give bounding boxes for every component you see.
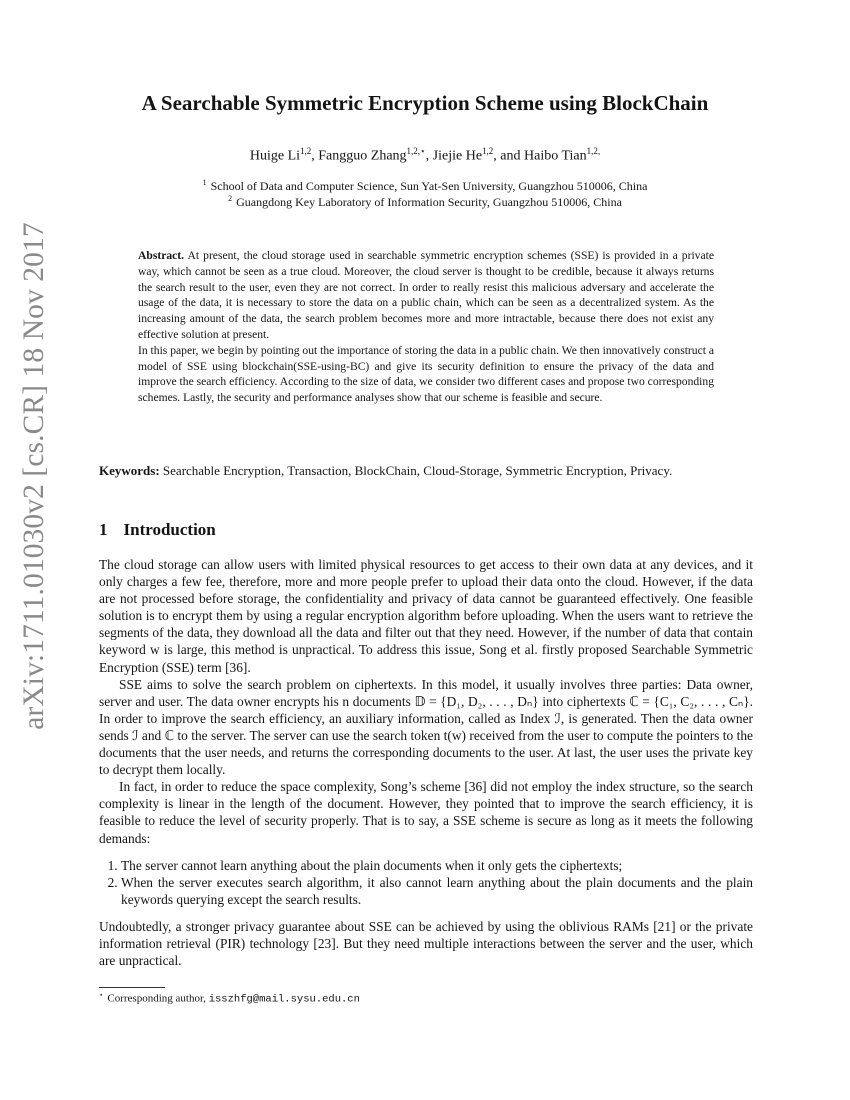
author-name: Fangguo Zhang (318, 148, 407, 164)
author-name: Huige Li (249, 148, 301, 164)
footnote-text: Corresponding author, (107, 992, 206, 1005)
affiliation-sup: 2 (228, 194, 233, 203)
abstract-label: Abstract. (138, 249, 185, 262)
author-sup: 1,2, (586, 146, 601, 156)
author-list: Huige Li$^{1,2}$, Fangguo Zhang$^{1,2,⋆}$, Jiejie He$^{1,2}$, and Haibo Tian$^{1,2,}$ (249, 146, 601, 164)
footnote-marker: ⋆ (99, 991, 104, 999)
section-number: 1 (99, 520, 108, 539)
author-sup: 1,2 (300, 146, 312, 156)
section-heading (99, 520, 216, 540)
demands-list (99, 857, 753, 908)
affiliation-text: School of Data and Computer Science, Sun Yat-Sen University, Guangzhou 510006, China (210, 179, 648, 193)
list-item: 1. The server cannot learn anything about the plain documents when it only gets the ciphertexts; (121, 857, 753, 874)
abstract-text-1: At present, the cloud storage used in searchable symmetric encryption schemes (SSE) is provided in a private way, which cannot be seen as a true cloud. Moreover, the cloud server is thought to be credible, because it always returns the search result to the user, even they are not correct. In order to really resist this malicious adversary and accelerate the usage of the data, it is necessary to store the data on a public chain, which can be seen as a decentralized system. As the increasing amount of the data, the search problem becomes more and more intractable, because there does not exist any effective solution at present. (138, 249, 714, 341)
list-item: 2. When the server executes search algorithm, it also cannot learn anything about the plain documents and the plain keywords querying except the search results. (121, 874, 753, 908)
affiliation-1 (0, 178, 850, 194)
abstract-paragraph-1 (138, 248, 714, 343)
paragraph-1: The cloud storage can allow users with limited physical resources to get access to their own data at any devices, and it only charges a few fee, therefore, more and more people prefer to upload their data onto the cloud. However, if the data are not processed before storage, the confidentiality and privacy of data cannot be guaranteed effectively. One feasible solution is to encrypt them by using a regular encryption algorithm before uploading. When the users want to retrieve the segments of the data, they download all the data and filter out that they need. However, if the number of data that contain keyword w is large, this method is unpractical. To address this issue, Song et al. firstly proposed Searchable Symmetric Encryption (SSE) term [36]. (99, 557, 753, 675)
footnote-rule (99, 987, 165, 988)
affiliation-2 (0, 194, 850, 210)
author-sup: 1,2 (482, 146, 494, 156)
arxiv-stamp: arXiv:1711.01030v2 [cs.CR] 18 Nov 2017 (18, 222, 50, 730)
footnote (99, 991, 753, 1006)
affiliation-sup: 1 (202, 178, 207, 187)
section-title: Introduction (123, 520, 216, 539)
paper-title: A Searchable Symmetric Encryption Scheme using BlockChain (141, 91, 709, 115)
keywords-label: Keywords: (99, 463, 160, 478)
abstract-block (138, 248, 714, 406)
body-text (99, 556, 753, 969)
footnote-email[interactable]: isszhfg@mail.sysu.edu.cn (208, 993, 360, 1006)
author-sup: 1,2,⋆ (406, 146, 426, 156)
affiliation-text: Guangdong Key Laboratory of Information Security, Guangzhou 510006, China (236, 195, 622, 209)
paragraph-4: Undoubtedly, a stronger privacy guarantee about SSE can be achieved by using the oblivious RAMs [21] or the private information retrieval (PIR) technology [23]. But they need multiple interactions between the server and the user, which are unpractical. (99, 918, 753, 969)
author-name: Jiejie He (432, 148, 483, 164)
abstract-paragraph-2: In this paper, we begin by pointing out the importance of storing the data in a public chain. We then innovatively construct a model of SSE using blockchain(SSE-using-BC) and give its security definition to ensure the privacy of the data and improve the search efficiency. According to the size of data, we consider two different cases and propose two corresponding schemes. Lastly, the security and performance analyses show that our scheme is feasible and secure. (138, 343, 714, 405)
keywords-block (99, 462, 753, 479)
paragraph-2: SSE aims to solve the search problem on ciphertexts. In this model, it usually involves three parties: Data owner, server and user. The data owner encrypts his n documents 𝔻 = {D₁, D₂, . . . , Dₙ} into ciphertexts ℂ = {C₁, C₂, . . . , Cₙ}. In order to improve the search efficiency, an auxiliary information, called as Index ℐ, is generated. Then the data owner sends ℐ and ℂ to the server. The server can use the search token t(w) received from the user to compute the pointers to the documents that the user needs, and returns the corresponding documents to the user. At last, the user uses the private key to decrypt them locally. (99, 676, 753, 778)
keywords-text: Searchable Encryption, Transaction, BlockChain, Cloud-Storage, Symmetric Encryption, Privacy. (162, 463, 673, 478)
paragraph-3: In fact, in order to reduce the space complexity, Song’s scheme [36] did not employ the index structure, so the search complexity is linear in the length of the document. However, they pointed that to improve the search efficiency, it is feasible to reduce the level of security properly. That is to say, a SSE scheme is secure as long as it meets the following demands: (99, 779, 753, 846)
author-name: Haibo Tian (524, 148, 587, 164)
